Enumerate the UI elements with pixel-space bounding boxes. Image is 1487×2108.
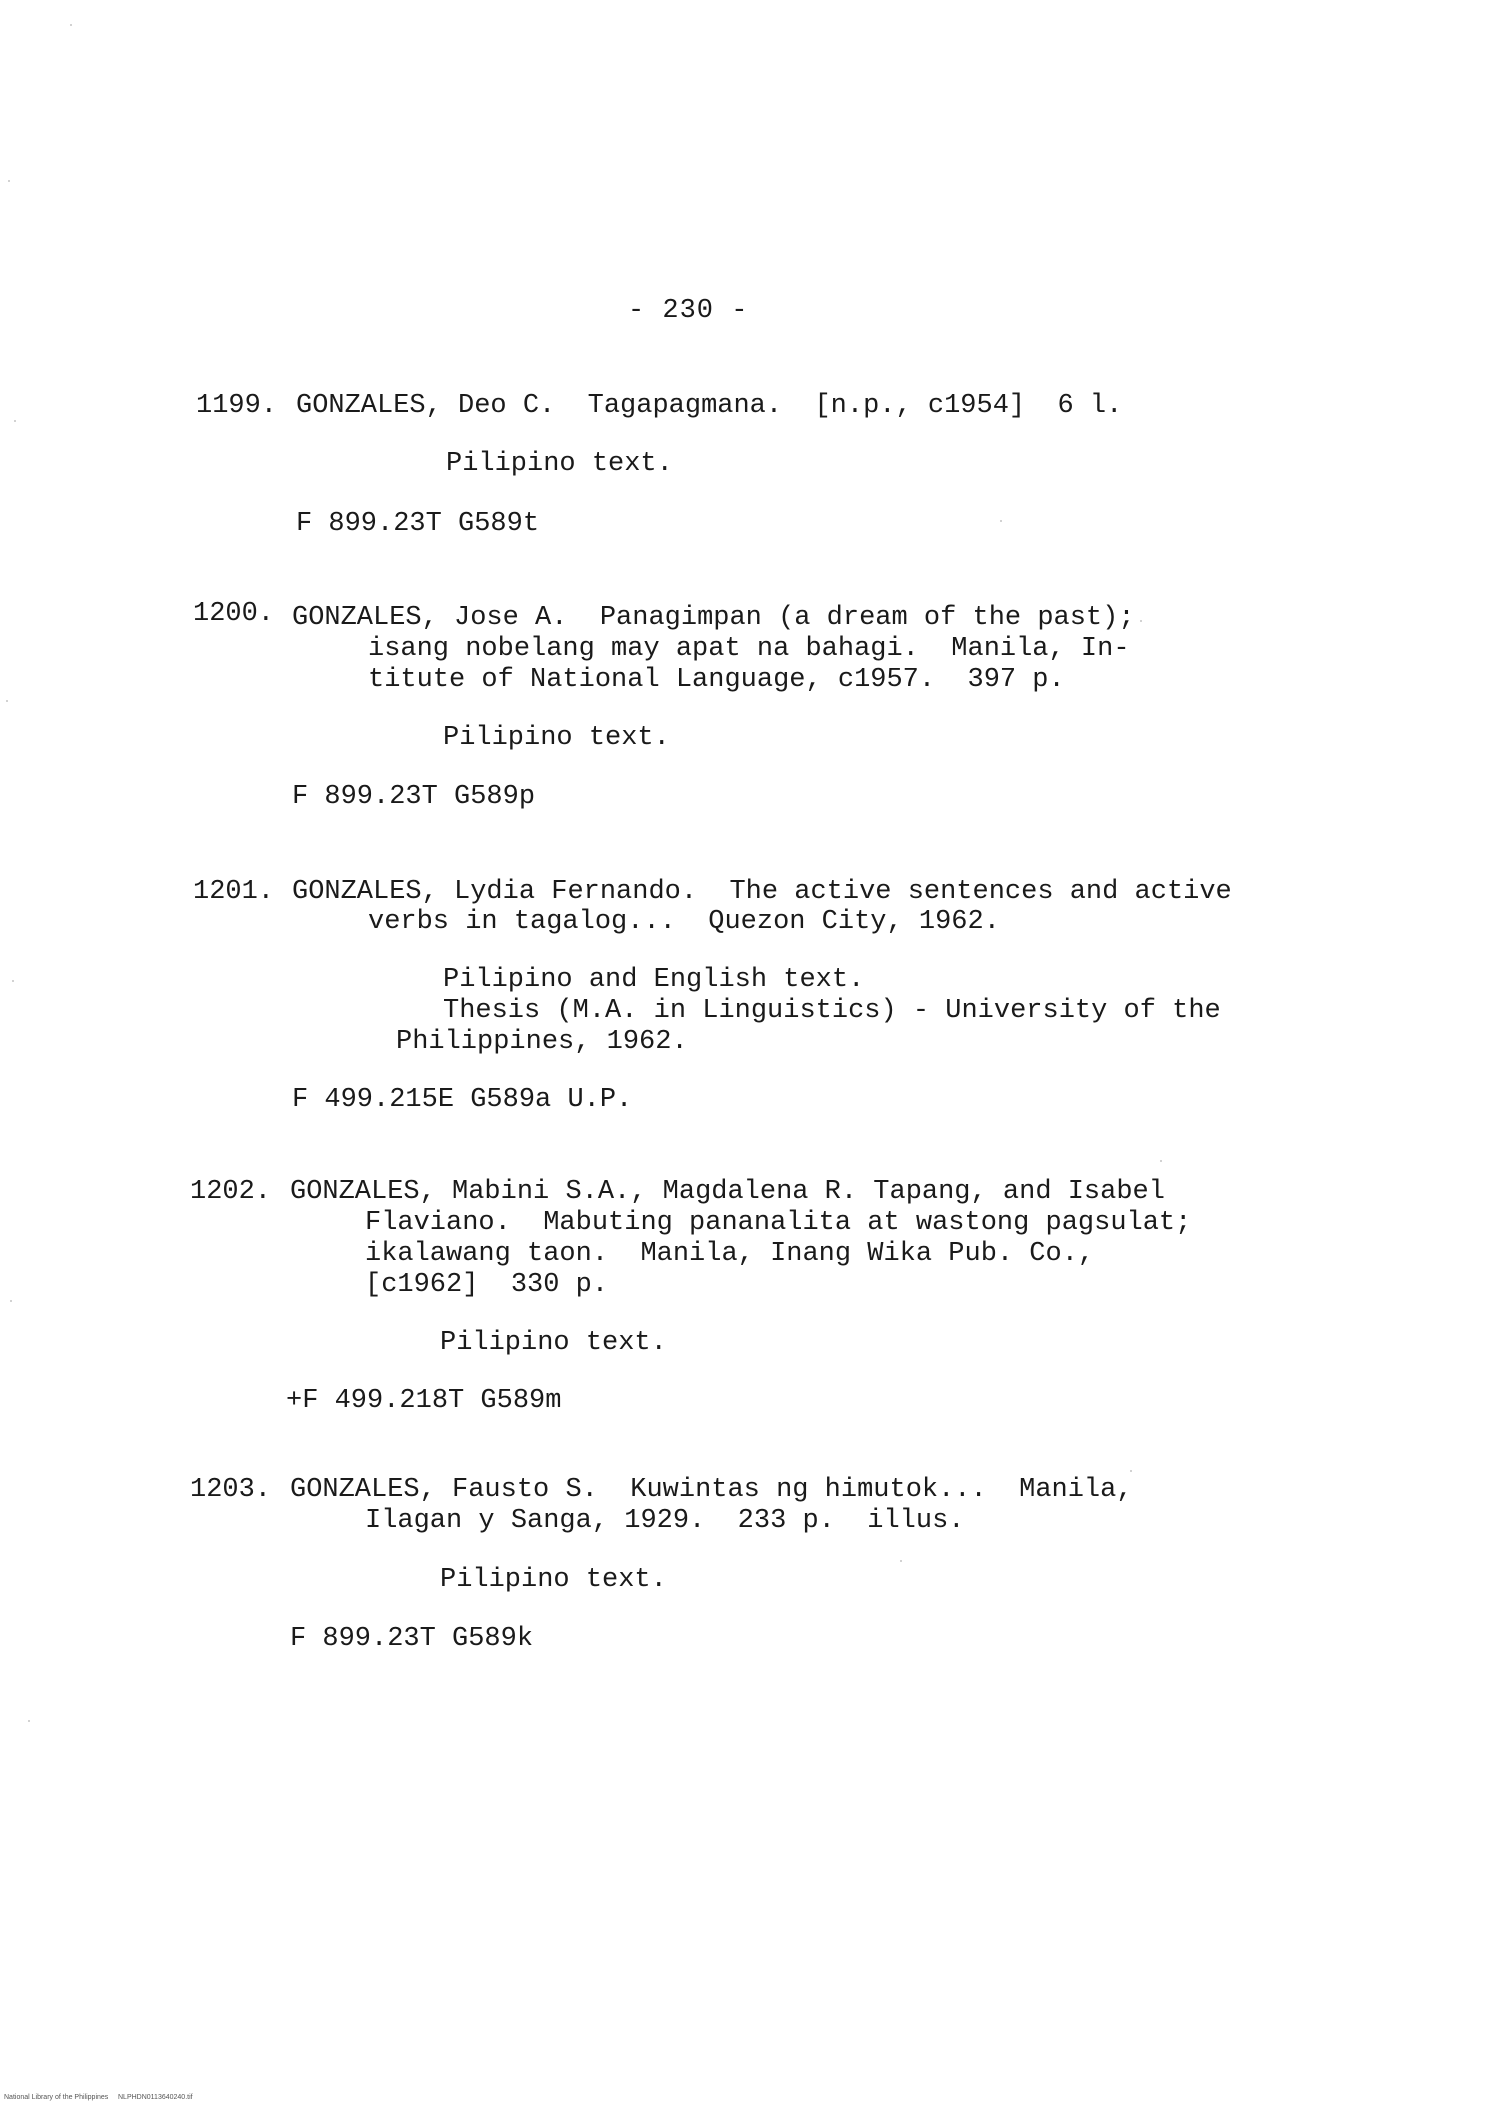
entry-number: 1201. — [193, 877, 275, 907]
entry-number: 1200. — [193, 599, 275, 629]
entry-note: Thesis (M.A. in Linguistics) - University of the — [443, 996, 1221, 1026]
entry-line: Ilagan y Sanga, 1929. 233 p. illus. — [365, 1506, 965, 1536]
entry-line: Flaviano. Mabuting pananalita at wastong pagsulat; — [365, 1208, 1192, 1238]
entry-line: GONZALES, Deo C. Tagapagmana. [n.p., c1954] 6 l. — [296, 391, 1123, 421]
call-number: F 899.23T G589p — [292, 782, 536, 812]
entry-number: 1199. — [196, 391, 278, 421]
call-number: F 899.23T G589t — [296, 509, 540, 539]
entry-note: Pilipino and English text. — [443, 965, 865, 995]
entry-line: GONZALES, Lydia Fernando. The active sentences and active — [292, 877, 1232, 907]
page-number: - 230 - — [628, 296, 749, 326]
entry-line: verbs in tagalog... Quezon City, 1962. — [368, 907, 1000, 937]
entry-note: Pilipino text. — [440, 1328, 667, 1358]
entry-note: Philippines, 1962. — [396, 1027, 688, 1057]
scan-footer: National Library of the Philippines NLPHDN0113640240.tif — [4, 2094, 193, 2101]
entry-line: titute of National Language, c1957. 397 p. — [368, 665, 1065, 695]
entry-line: GONZALES, Jose A. Panagimpan (a dream of the past); — [292, 603, 1135, 633]
entry-line: [c1962] 330 p. — [365, 1270, 609, 1300]
entry-line: GONZALES, Mabini S.A., Magdalena R. Tapang, and Isabel — [290, 1177, 1165, 1207]
entry-number: 1203. — [190, 1475, 272, 1505]
call-number: +F 499.218T G589m — [286, 1386, 562, 1416]
entry-note: Pilipino text. — [446, 449, 673, 479]
entry-line: isang nobelang may apat na bahagi. Manila, In- — [368, 634, 1130, 664]
entry-note: Pilipino text. — [443, 723, 670, 753]
entry-line: GONZALES, Fausto S. Kuwintas ng himutok... Manila, — [290, 1475, 1133, 1505]
call-number: F 499.215E G589a U.P. — [292, 1085, 633, 1115]
entry-number: 1202. — [190, 1177, 272, 1207]
entry-note: Pilipino text. — [440, 1565, 667, 1595]
call-number: F 899.23T G589k — [290, 1624, 534, 1654]
entry-line: ikalawang taon. Manila, Inang Wika Pub. Co., — [365, 1239, 1095, 1269]
